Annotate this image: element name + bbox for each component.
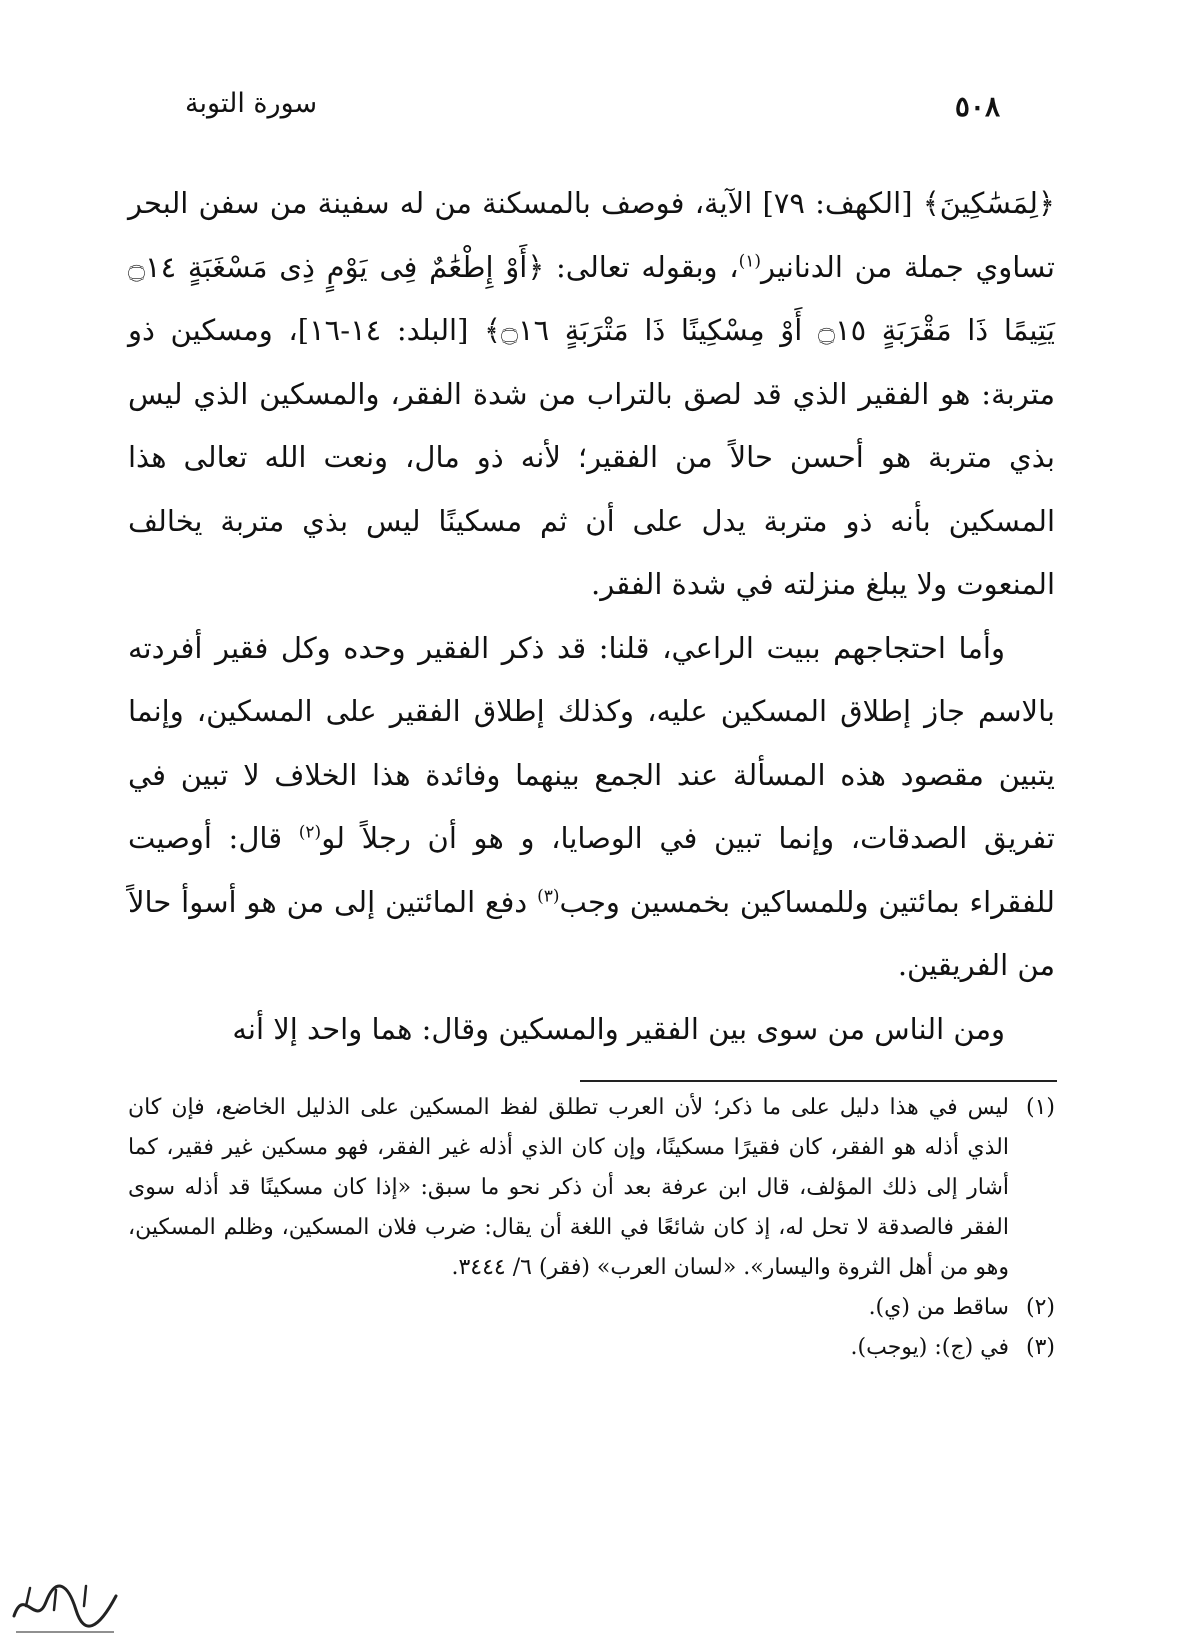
surah-title: سورة التوبة	[185, 88, 318, 119]
paragraph-2-part-b: قال: أوصيت للفقراء بمائتين وللمساكين بخمسين وجب	[128, 821, 1055, 919]
footnote-1	[128, 1088, 1055, 1288]
paragraph-1	[128, 172, 1055, 617]
paragraph-3: ومن الناس من سوى بين الفقير والمسكين وقال: هما واحد إلا أنه	[232, 1011, 1005, 1046]
paragraph-2-part-a: وأما احتجاجهم ببيت الراعي، قلنا: قد ذكر الفقير وحده وكل فقير أفردته بالاسم جاز إطلاق المسكين عليه، وكذلك إطلاق الفقير على المسكين، وإنما يتبين مقصود هذه المسألة عند الجمع بينهما وفائدة هذا الخلاف لا تبين في تفريق الصدقات، وإنما تبين في الوصايا، و هو أن رجلاً لو	[128, 630, 1056, 855]
main-text	[128, 172, 1055, 1061]
page-header	[185, 88, 1000, 138]
footnote-number: (٣)	[1025, 1335, 1055, 1360]
footnote-text: ليس في هذا دليل على ما ذكر؛ لأن العرب تطلق لفظ المسكين على الذليل الخاضع، فإن كان الذي أذله هو الفقر، كان فقيرًا مسكينًا، وإن كان الذي أذله غير الفقر، فهو مسكين غير فقير، كما أشار إلى ذلك المؤلف، قال ابن عرفة بعد أن ذكر نحو ما سبق: «إذا كان مسكينًا قد أذله سوى الفقر فالصدقة لا تحل له، إذ كان شائعًا في اللغة أن يقال: ضرب فلان المسكين، وظلم المسكين، وهو من أهل الثروة واليسار». «لسان العرب» (فقر) ٦/ ٣٤٤٤.	[128, 1095, 1009, 1280]
footnote-number: (١)	[1025, 1095, 1055, 1120]
footnote-divider	[580, 1080, 1057, 1082]
paragraph-1-part-a: ﴿لِمَسَٰكِينَ﴾ [الكهف: ٧٩] الآية، فوصف بالمسكنة من له سفينة من سفن البحر تساوي جملة من الدنانير	[128, 186, 1055, 284]
footnote-ref-2[interactable]: (٢)	[298, 822, 322, 843]
footnote-2	[128, 1288, 1055, 1328]
footnotes	[128, 1088, 1055, 1368]
footnote-text: ساقط من (ي).	[868, 1295, 1009, 1320]
footnote-text: في (ج): (يوجب).	[850, 1335, 1009, 1360]
footnote-number: (٢)	[1025, 1295, 1055, 1320]
footnote-ref-1[interactable]: (١)	[738, 250, 762, 271]
page-number: ٥٠٨	[954, 90, 1000, 123]
paragraph-2	[128, 617, 1055, 998]
paragraph-2-part-c: دفع المائتين إلى من هو أسوأ حالاً من الفريقين.	[128, 884, 1055, 982]
watermark-logo	[6, 1576, 124, 1640]
footnote-3	[128, 1328, 1055, 1368]
footnote-ref-3[interactable]: (٣)	[537, 885, 560, 906]
paragraph-1-part-b: ، وبقوله تعالى: ﴿أَوْ إِطْعَٰمٌ فِى يَوْمٍ ذِى مَسْغَبَةٍ ۝١٤ يَتِيمًا ذَا مَقْرَبَةٍ ۝١٥ أَوْ مِسْكِينًا ذَا مَتْرَبَةٍ ۝١٦﴾ [البلد: ١٤-١٦]، ومسكين ذو متربة: هو الفقير الذي قد لصق بالتراب من شدة الفقر، والمسكين الذي ليس بذي متربة هو أحسن حالاً من الفقير؛ لأنه ذو مال، ونعت الله تعالى هذا المسكين بأنه ذو متربة يدل على أن ثم مسكينًا ليس بذي متربة يخالف المنعوت ولا يبلغ منزلته في شدة الفقر.	[128, 249, 1055, 601]
